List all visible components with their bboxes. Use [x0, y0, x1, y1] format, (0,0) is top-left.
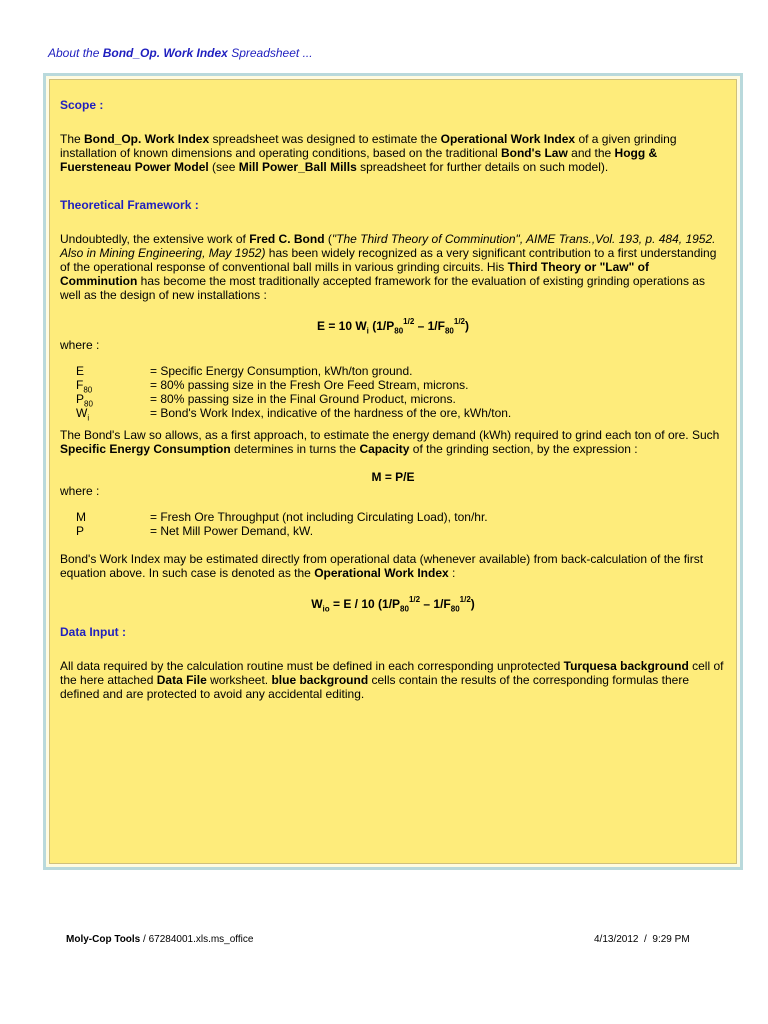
scope-paragraph: The Bond_Op. Work Index spreadsheet was designed to estimate the Operational Work Index of a given grinding installation of known dimensions and operating conditions, based on the traditional Bond's Law and the Hogg & Fuersteneau Power Model (see Mill Power_Ball Mills spreadsheet for further details on such model). [60, 132, 677, 174]
operational-work-index-equation: $W_{io} = E / 10$ $(1/P_{80}^{1/2} - 1/F_{80}^{1/2})$ [311, 595, 475, 614]
footer-date: 4/13/2012 [594, 934, 639, 945]
bond-law-equation: E = 10 $W_i$ $(1/P_{80}^{1/2} - 1/F_{80}^{1/2})$ [316, 317, 469, 336]
definitions-list-2 [60, 510, 726, 538]
definition-row: E = Specific Energy Consumption, kWh/ton ground. [76, 364, 413, 379]
definition-row: $P_{80}$ = 80% passing size in the Final Ground Product, microns. [76, 392, 456, 409]
capacity-equation: M = P/E [371, 470, 415, 485]
scope-title: Scope : [60, 98, 104, 112]
page-header [48, 46, 313, 60]
content-frame [43, 73, 743, 870]
definition-row: $W_i$ = Bond's Work Index, indicative of the hardness of the ore, kWh/ton. [76, 406, 512, 423]
footer-file-info [66, 934, 253, 945]
header-title: Bond_Op. Work Index [102, 46, 228, 60]
header-suffix: Spreadsheet ... [231, 46, 313, 60]
footer-filename: / 67284001.xls.ms_office [140, 934, 254, 945]
definitions-list-1 [60, 364, 726, 423]
definition-row: M = Fresh Ore Throughput (not including Circulating Load), ton/hr. [76, 510, 488, 525]
header-prefix: About the [48, 46, 100, 60]
where-label-1: where : [60, 338, 100, 353]
data-input-title: Data Input : [60, 624, 126, 639]
where-label-2: where : [60, 484, 100, 499]
framework-paragraph-2: The Bond's Law so allows, as a first approach, to estimate the energy demand (kWh) required to grind each ton of ore. Such Specific Energy Consumption determines in turns the Capacity of the grinding section, by the expression : [60, 428, 720, 457]
footer-timestamp: 4/13/2012 / 9:29 PM [594, 934, 690, 945]
definition-row: P = Net Mill Power Demand, kW. [76, 524, 314, 539]
footer-brand: Moly-Cop Tools [66, 934, 141, 945]
framework-paragraph-3: Bond's Work Index may be estimated directly from operational data (whenever available) from back-calculation of the first equation above. In such case is denoted as the Operational Work Index : [60, 552, 704, 581]
footer-time: 9:29 PM [652, 934, 690, 945]
data-input-paragraph: All data required by the calculation routine must be defined in each corresponding unprotected Turquesa background cell of the here attached Data File worksheet. blue background cells contain the results of the corresponding formulas there defined and are protected to avoid any accidental editing. [60, 658, 724, 701]
content-panel [49, 79, 737, 864]
framework-paragraph-1: Undoubtedly, the extensive work of Fred C. Bond ("The Third Theory of Comminution", AIME Trans.,Vol. 193, p. 484, 1952. Also in Mining Engineering, May 1952) has been widely recognized as a very significant contribution to a first understanding of the operational response of conventional ball mills in various grinding circuits. His Third Theory or "Law" of Comminution has become the most traditionally accepted framework for the evaluation of existing grinding operations as well as the design of new installations : [60, 232, 717, 302]
definition-row: $F_{80}$ = 80% passing size in the Fresh Ore Feed Stream, microns. [76, 378, 469, 395]
framework-title: Theoretical Framework : [60, 198, 199, 212]
